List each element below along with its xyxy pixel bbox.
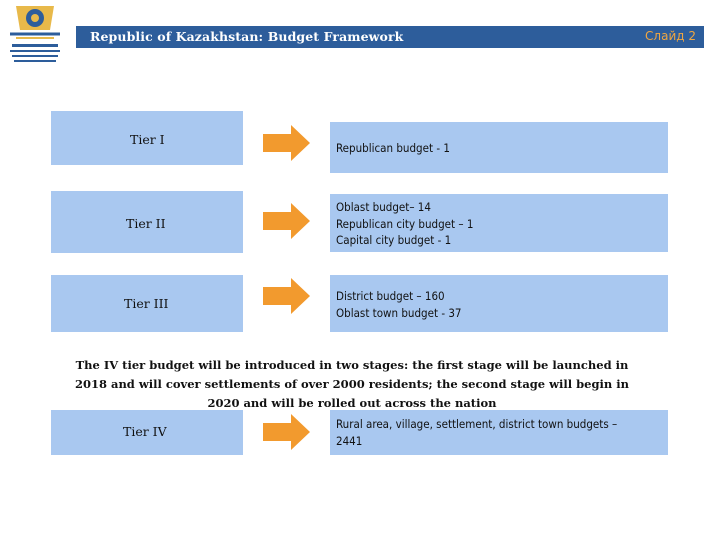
tier-3-arrow-icon	[263, 278, 311, 314]
tier-2-label: Tier II	[126, 216, 166, 231]
tier-4-label: Tier IV	[123, 424, 167, 439]
tier-3-desc-line: Oblast town budget - 37	[336, 305, 462, 320]
tier-1-box	[51, 111, 243, 165]
tier-4-desc-box	[330, 410, 668, 455]
tier-2-desc-box	[330, 194, 668, 252]
page-title: Republic of Kazakhstan: Budget Framework	[90, 29, 404, 44]
tier-3-desc-line: District budget – 160	[336, 289, 445, 303]
tier-4-desc-line: 2441	[336, 433, 363, 448]
tier-4-box	[51, 410, 243, 455]
tier-4-desc-line: Rural area, village, settlement, district town budgets –	[336, 417, 618, 431]
tier-4-arrow-icon	[263, 414, 311, 450]
tier-1-arrow-icon	[263, 125, 311, 161]
tier-1-desc-box	[330, 122, 668, 173]
ministry-logo	[2, 2, 68, 68]
tier-3-label: Tier III	[124, 296, 169, 311]
tier-4-note: The IV tier budget will be introduced in two stages: the first stage will be launched in 2018 and will cover settlements of over 2000 residents; the second stage will begin in 2020 and will be rolled out across the nation	[74, 358, 630, 410]
tier-3-box	[51, 275, 243, 332]
tier-2-box	[51, 191, 243, 253]
tier-1-desc-line: Republican budget - 1	[336, 141, 450, 155]
tier-3-desc-box	[330, 275, 668, 332]
slide-number: Слайд 2	[645, 29, 696, 43]
tier-2-desc-line: Republican city budget – 1	[336, 216, 474, 231]
tier-2-desc-line: Oblast budget– 14	[336, 200, 431, 214]
tier-2-arrow-icon	[263, 203, 311, 239]
tier-1-label: Tier I	[130, 132, 165, 147]
header-bar	[76, 26, 704, 48]
tier-2-desc-line: Capital city budget - 1	[336, 233, 452, 247]
